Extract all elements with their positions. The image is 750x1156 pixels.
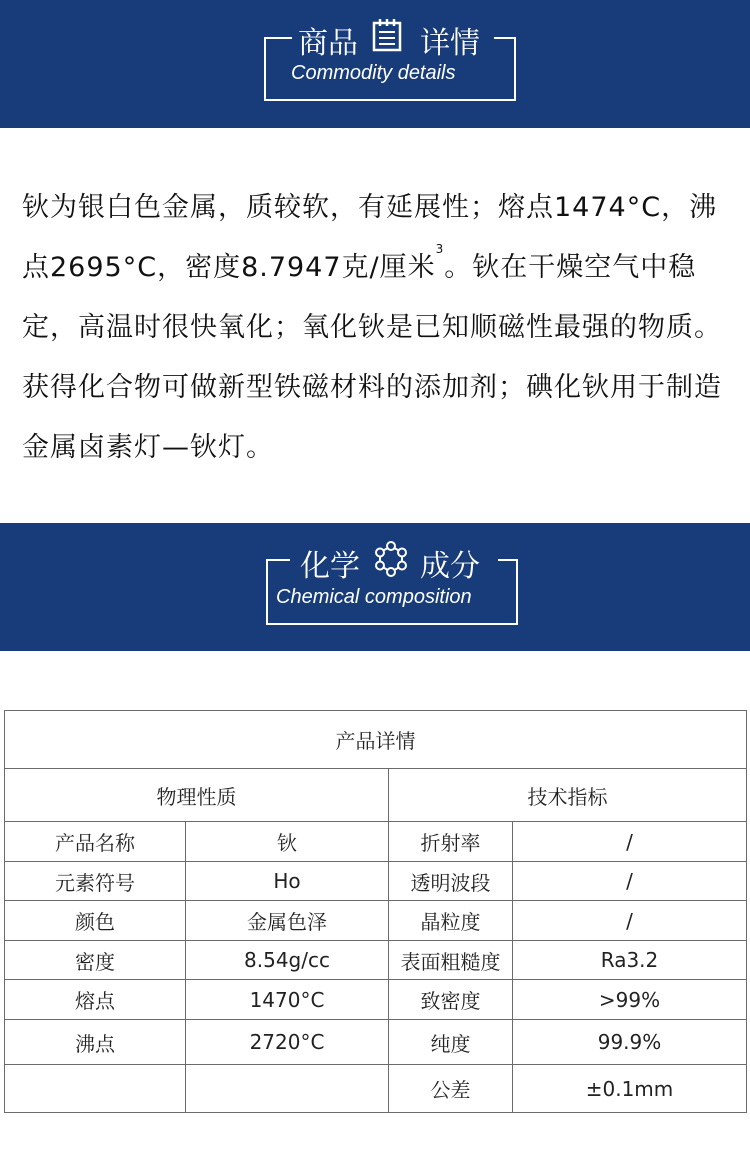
banner-title-right: 成分 [420, 549, 480, 584]
table-cell: 金属色泽 [186, 901, 389, 941]
description-text-continued: 。钬在干燥空气中稳定，高温时很快氧化；氧化钬是已知顺磁性最强的物质。获得化合物可做新型铁磁材料的添加剂；碘化钬用于制造金属卤素灯—钬灯。 [22, 252, 722, 463]
banner-title-left: 商品 [298, 26, 358, 61]
table-cell: 元素符号 [5, 862, 186, 901]
banner-subtitle: Commodity details [291, 62, 456, 84]
table-cell: 2720°C [186, 1020, 389, 1065]
banner-subtitle: Chemical composition [276, 586, 472, 608]
table-cell: 8.54g/cc [186, 941, 389, 980]
table-cell [5, 1065, 186, 1113]
table-cell: 透明波段 [389, 862, 513, 901]
table-cell: 熔点 [5, 980, 186, 1020]
table-cell: 钬 [186, 822, 389, 862]
table-cell: 颜色 [5, 901, 186, 941]
molecule-icon [371, 540, 411, 584]
table-cell: / [513, 901, 747, 941]
banner-title-right: 详情 [420, 26, 480, 61]
banner-title-left: 化学 [300, 549, 360, 584]
notepad-icon [371, 18, 403, 56]
table-header-row [5, 769, 747, 822]
header-physical-properties: 物理性质 [5, 769, 389, 822]
table-cell: 沸点 [5, 1020, 186, 1065]
chemical-composition-banner [0, 523, 750, 651]
table-row [5, 862, 747, 901]
table-row [5, 980, 747, 1020]
table-cell: 1470°C [186, 980, 389, 1020]
table-cell: Ho [186, 862, 389, 901]
spec-table [4, 710, 747, 1113]
table-cell: 晶粒度 [389, 901, 513, 941]
table-cell: ±0.1mm [513, 1065, 747, 1113]
table-cell: 纯度 [389, 1020, 513, 1065]
header-technical-specs: 技术指标 [389, 769, 747, 822]
table-row [5, 822, 747, 862]
table-cell: 致密度 [389, 980, 513, 1020]
superscript-three: 3 [435, 242, 445, 256]
table-cell: / [513, 822, 747, 862]
table-cell: >99% [513, 980, 747, 1020]
table-cell: / [513, 862, 747, 901]
description-paragraph [22, 178, 732, 478]
table-cell: 密度 [5, 941, 186, 980]
table-row [5, 901, 747, 941]
table-row [5, 1065, 747, 1113]
table-cell: Ra3.2 [513, 941, 747, 980]
table-row [5, 1020, 747, 1065]
table-cell: 表面粗糙度 [389, 941, 513, 980]
table-title: 产品详情 [5, 711, 747, 769]
table-title-row [5, 711, 747, 769]
table-row [5, 941, 747, 980]
table-cell [186, 1065, 389, 1113]
table-cell: 99.9% [513, 1020, 747, 1065]
description-text: 钬为银白色金属，质较软，有延展性；熔点1474°C，沸点2695°C，密度8.7947克/厘米 [22, 192, 718, 283]
table-cell: 公差 [389, 1065, 513, 1113]
table-cell: 产品名称 [5, 822, 186, 862]
commodity-details-banner [0, 0, 750, 128]
table-cell: 折射率 [389, 822, 513, 862]
